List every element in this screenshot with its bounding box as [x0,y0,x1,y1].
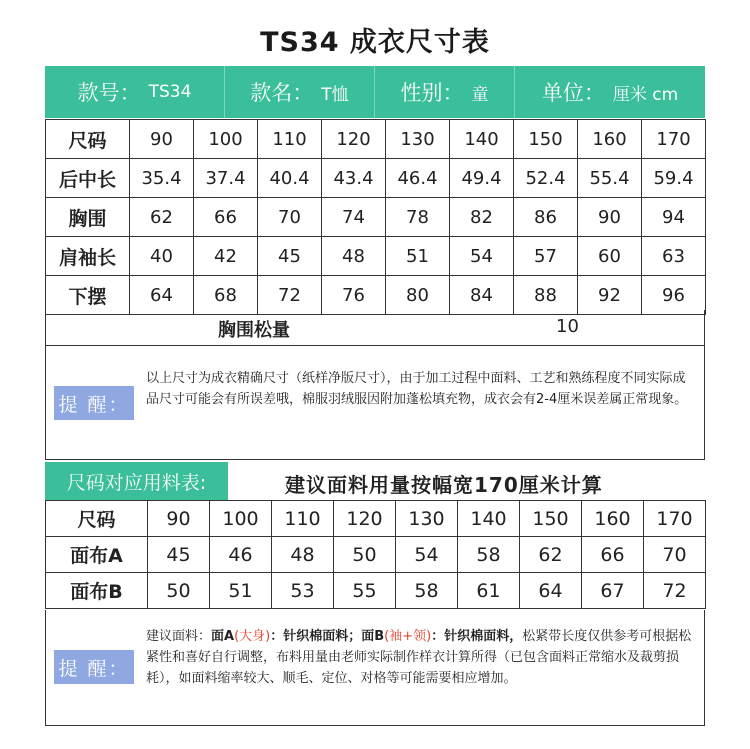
table-cell: 55 [334,573,396,609]
table-cell: 150 [520,501,582,537]
table-cell: 51 [386,237,450,276]
table-cell: 46 [210,537,272,573]
table-cell: 160 [578,120,642,159]
table-cell: 59.4 [642,159,706,198]
table-cell: 76 [322,276,386,315]
table-cell: 49.4 [450,159,514,198]
fabric-usage-table [45,500,706,609]
size-table [45,119,706,315]
table-cell: 92 [578,276,642,315]
chest-ease-row [45,310,705,346]
table-cell: 42 [194,237,258,276]
table-cell: 58 [458,537,520,573]
table-cell: 170 [642,120,706,159]
fabric-section-header [45,462,705,500]
table-cell: 96 [642,276,706,315]
table-cell: 120 [322,120,386,159]
unit-value: 厘米 cm [612,84,679,105]
table-cell: 72 [644,573,706,609]
row-header: 后中长 [46,159,130,198]
fabric-suggest-label: 建议面料： [146,629,212,644]
table-cell: 57 [514,237,578,276]
table-cell: 45 [148,537,210,573]
chest-ease-value: 10 [556,316,579,337]
table-cell: 86 [514,198,578,237]
table-cell: 90 [578,198,642,237]
chest-ease-label: 胸围松量 [218,320,290,341]
table-cell: 50 [334,537,396,573]
table-row [46,120,706,159]
style-no-value: TS34 [148,82,192,102]
row-header: 胸围 [46,198,130,237]
table-cell: 100 [194,120,258,159]
row-header: 尺码 [46,120,130,159]
table-cell: 67 [582,573,644,609]
row-header: 尺码 [46,501,148,537]
fabric-reminder-rest: 松紧带长度仅供参考可根据松紧性和喜好自行调整，布料用量由老师实际制作样衣计算所得（已包含面料正常缩水及裁剪损耗），如面料缩率较大、顺毛、定位、对格等可能需要相应增加。 [146,629,692,686]
table-cell: 110 [272,501,334,537]
unit-cell [515,66,705,118]
reminder-note-2 [45,610,705,726]
table-cell: 51 [210,573,272,609]
table-cell: 160 [582,501,644,537]
table-cell: 66 [194,198,258,237]
table-cell: 63 [642,237,706,276]
style-name-cell [225,66,375,118]
spec-header-bar [45,66,705,118]
table-cell: 52.4 [514,159,578,198]
table-cell: 90 [130,120,194,159]
fabric-section-title: 建议面料用量按幅宽170厘米计算 [285,473,603,497]
table-row [46,276,706,315]
table-cell: 70 [644,537,706,573]
table-cell: 72 [258,276,322,315]
table-cell: 94 [642,198,706,237]
row-header: 下摆 [46,276,130,315]
table-cell: 78 [386,198,450,237]
reminder-text: 以上尺寸为成衣精确尺寸（纸样净版尺寸），由于加工过程中面料、工艺和熟练程度不同实际成品尺寸可能会有所误差哦，棉服羽绒服因附加蓬松填充物，成衣会有2-4厘米误差属正常现象。 [146,371,688,407]
fabric-b-label: 面B [361,629,385,644]
table-row [46,159,706,198]
table-cell: 43.4 [322,159,386,198]
table-cell: 61 [458,573,520,609]
table-cell: 62 [130,198,194,237]
table-row [46,573,706,609]
table-cell: 54 [396,537,458,573]
style-no-label: 款号： [77,81,141,105]
style-no-cell [45,66,225,118]
table-cell: 66 [582,537,644,573]
table-row [46,198,706,237]
reminder-note-1 [45,346,705,460]
table-cell: 48 [322,237,386,276]
table-cell: 170 [644,501,706,537]
table-cell: 68 [194,276,258,315]
table-row [46,237,706,276]
table-cell: 54 [450,237,514,276]
table-cell: 110 [258,120,322,159]
row-header: 面布A [46,537,148,573]
table-cell: 40.4 [258,159,322,198]
fabric-a-part: (大身) [234,629,271,644]
table-row [46,501,706,537]
fabric-b-desc: ：针织棉面料， [431,629,523,644]
table-cell: 88 [514,276,578,315]
table-cell: 150 [514,120,578,159]
table-cell: 140 [450,120,514,159]
unit-label: 单位： [541,81,605,105]
fabric-reminder-text [146,626,696,689]
table-cell: 46.4 [386,159,450,198]
gender-cell [375,66,515,118]
table-cell: 53 [272,573,334,609]
table-cell: 90 [148,501,210,537]
table-cell: 58 [396,573,458,609]
table-cell: 40 [130,237,194,276]
table-cell: 37.4 [194,159,258,198]
row-header: 面布B [46,573,148,609]
fabric-section-badge: 尺码对应用料表: [45,462,228,500]
fabric-a-desc: ：针织棉面料； [270,629,362,644]
gender-label: 性别： [400,81,464,105]
gender-value: 童 [471,84,489,105]
table-cell: 64 [130,276,194,315]
row-header: 肩袖长 [46,237,130,276]
table-cell: 80 [386,276,450,315]
style-name-label: 款名： [250,81,314,105]
fabric-a-label: 面A [211,629,235,644]
table-cell: 140 [458,501,520,537]
table-cell: 74 [322,198,386,237]
table-cell: 120 [334,501,396,537]
table-cell: 82 [450,198,514,237]
table-cell: 55.4 [578,159,642,198]
table-cell: 60 [578,237,642,276]
table-cell: 48 [272,537,334,573]
table-cell: 70 [258,198,322,237]
table-row [46,537,706,573]
reminder-badge: 提 醒： [54,650,134,684]
page-title: TS34 成衣尺寸表 [260,27,490,58]
reminder-badge: 提 醒： [54,386,134,420]
table-cell: 35.4 [130,159,194,198]
table-cell: 84 [450,276,514,315]
fabric-b-part: (袖+领) [384,629,432,644]
table-cell: 50 [148,573,210,609]
table-cell: 64 [520,573,582,609]
table-cell: 130 [396,501,458,537]
style-name-value: T恤 [321,84,349,105]
table-cell: 130 [386,120,450,159]
table-cell: 45 [258,237,322,276]
table-cell: 62 [520,537,582,573]
table-cell: 100 [210,501,272,537]
